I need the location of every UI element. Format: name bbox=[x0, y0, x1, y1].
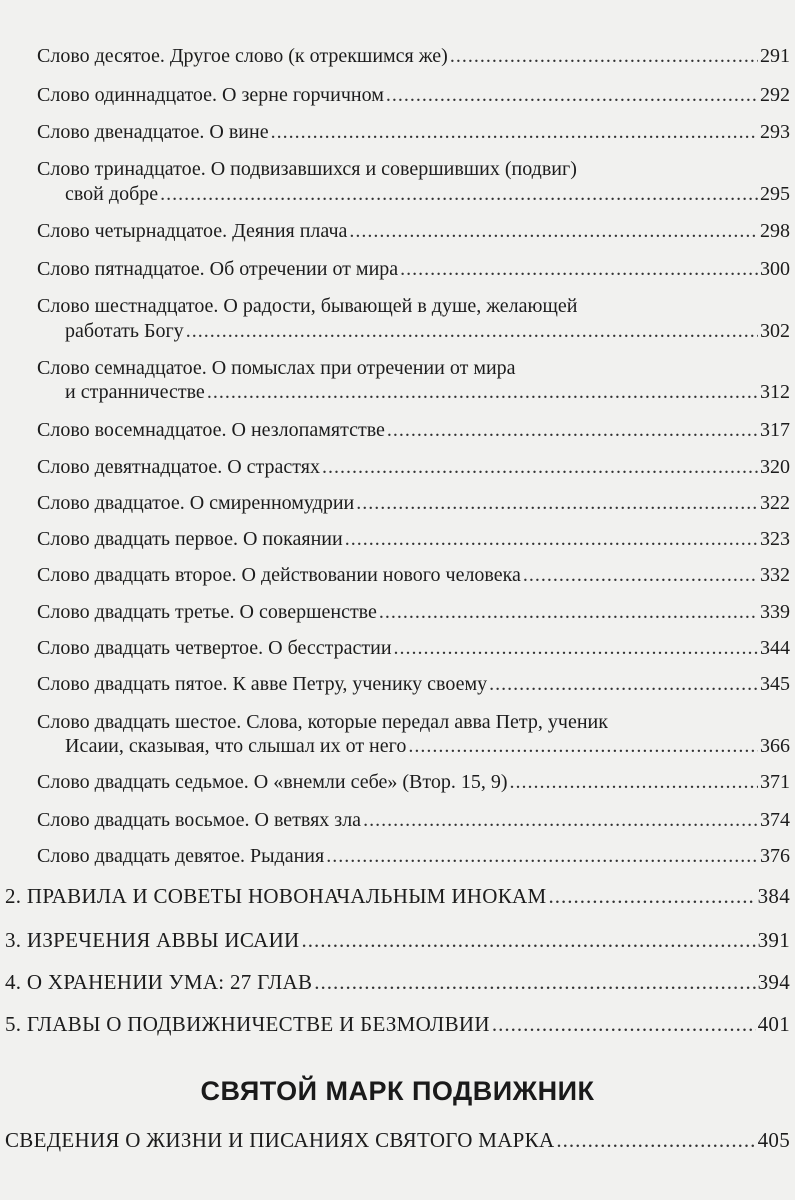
leader-dots bbox=[386, 83, 758, 107]
toc-entry bbox=[37, 257, 790, 281]
leader-dots bbox=[450, 44, 758, 68]
toc-section bbox=[5, 1012, 790, 1036]
leader-dots bbox=[349, 219, 758, 243]
toc-entry-page: 323 bbox=[760, 528, 790, 550]
toc-entry-page: 317 bbox=[760, 419, 790, 441]
toc-entry-title: Слово девятнадцатое. О страстях bbox=[37, 456, 320, 478]
leader-dots bbox=[548, 884, 755, 908]
toc-entry-title: Слово четырнадцатое. Деяния плача bbox=[37, 220, 348, 242]
leader-dots bbox=[408, 734, 758, 758]
toc-entry bbox=[37, 527, 790, 551]
toc-entry bbox=[37, 770, 790, 794]
leader-dots bbox=[379, 600, 758, 624]
toc-entry-title: Слово шестнадцатое. О радости, бывающей в душе, желающей bbox=[37, 295, 578, 317]
leader-dots bbox=[207, 380, 758, 404]
toc-entry-page: 344 bbox=[760, 637, 790, 659]
toc-entry bbox=[37, 120, 790, 144]
toc-entry-title: Слово двадцать восьмое. О ветвях зла bbox=[37, 809, 362, 831]
toc-entry bbox=[37, 672, 790, 696]
toc-entry-title: Слово двадцать седьмое. О «внемли себе» (Втор. 15, 9) bbox=[37, 771, 508, 793]
part-heading: СВЯТОЙ МАРК ПОДВИЖНИК bbox=[200, 1076, 595, 1106]
toc-entry-title: Слово одиннадцатое. О зерне горчичном bbox=[37, 84, 384, 106]
leader-dots bbox=[394, 636, 758, 660]
toc-section-title: СВЕДЕНИЯ О ЖИЗНИ И ПИСАНИЯХ СВЯТОГО МАРКА bbox=[5, 1128, 555, 1152]
toc-entry-page: 300 bbox=[760, 258, 790, 280]
toc-section-page: 405 bbox=[757, 1128, 790, 1152]
toc-entry-title: Слово двадцать первое. О покаянии bbox=[37, 528, 343, 550]
toc-section-title: 2. ПРАВИЛА И СОВЕТЫ НОВОНАЧАЛЬНЫМ ИНОКАМ bbox=[5, 884, 547, 908]
leader-dots bbox=[510, 770, 759, 794]
toc-section-title: 3. ИЗРЕЧЕНИЯ АВВЫ ИСАИИ bbox=[5, 928, 300, 952]
toc-entry-title-continued: работать Богу bbox=[65, 320, 184, 342]
toc-entry bbox=[37, 455, 790, 479]
leader-dots bbox=[271, 120, 758, 144]
toc-entry bbox=[65, 319, 790, 343]
leader-dots bbox=[363, 808, 758, 832]
toc-section bbox=[5, 884, 790, 908]
toc-entry bbox=[37, 219, 790, 243]
leader-dots bbox=[556, 1128, 755, 1152]
toc-section-page: 391 bbox=[757, 928, 790, 952]
toc-entry-page: 366 bbox=[760, 735, 790, 757]
leader-dots bbox=[400, 257, 758, 281]
toc-entry bbox=[37, 83, 790, 107]
toc-entry bbox=[65, 182, 790, 206]
toc-entry-title: Слово тринадцатое. О подвизавшихся и совершивших (подвиг) bbox=[37, 158, 577, 180]
toc-section bbox=[5, 1128, 790, 1152]
toc-entry-page: 292 bbox=[760, 84, 790, 106]
toc-section-title: 4. О ХРАНЕНИИ УМА: 27 ГЛАВ bbox=[5, 970, 313, 994]
toc-section-page: 394 bbox=[757, 970, 790, 994]
toc-entry bbox=[37, 418, 790, 442]
leader-dots bbox=[492, 1012, 756, 1036]
toc-entry bbox=[65, 734, 790, 758]
leader-dots bbox=[345, 527, 758, 551]
toc-entry-page: 376 bbox=[760, 845, 790, 867]
leader-dots bbox=[523, 563, 758, 587]
toc-section-page: 401 bbox=[757, 1012, 790, 1036]
toc-entry-title: Слово двадцать третье. О совершенстве bbox=[37, 601, 377, 623]
toc-entry-page: 339 bbox=[760, 601, 790, 623]
toc-entry bbox=[37, 491, 790, 515]
toc-entry-title: Слово двадцать девятое. Рыдания bbox=[37, 845, 325, 867]
leader-dots bbox=[314, 970, 755, 994]
toc-entry-title: Слово двадцатое. О смиренномудрии bbox=[37, 492, 355, 514]
toc-entry-title: Слово двадцать четвертое. О бесстрастии bbox=[37, 637, 392, 659]
toc-entry-title-continued: и странничестве bbox=[65, 381, 205, 403]
leader-dots bbox=[489, 672, 758, 696]
toc-section bbox=[5, 928, 790, 952]
toc-entry-title-continued: свой добре bbox=[65, 183, 159, 205]
toc-entry-page: 371 bbox=[760, 771, 790, 793]
toc-entry-title: Слово двадцать второе. О действовании нового человека bbox=[37, 564, 521, 586]
toc-entry-title-continued: Исаии, сказывая, что слышал их от него bbox=[65, 735, 407, 757]
toc-entry-page: 374 bbox=[760, 809, 790, 831]
toc-entry-title: Слово двадцать пятое. К авве Петру, ученику своему bbox=[37, 673, 488, 695]
toc-entry bbox=[37, 808, 790, 832]
leader-dots bbox=[322, 455, 758, 479]
toc-entry-page: 332 bbox=[760, 564, 790, 586]
toc-section-title: 5. ГЛАВЫ О ПОДВИЖНИЧЕСТВЕ И БЕЗМОЛВИИ bbox=[5, 1012, 490, 1036]
toc-entry-title: Слово десятое. Другое слово (к отрекшимся же) bbox=[37, 45, 448, 67]
toc-entry-page: 302 bbox=[760, 320, 790, 342]
toc-section bbox=[5, 970, 790, 994]
toc-entry-page: 345 bbox=[760, 673, 790, 695]
toc-entry-title: Слово двенадцатое. О вине bbox=[37, 121, 269, 143]
toc-entry-page: 291 bbox=[760, 45, 790, 67]
toc-entry-title: Слово пятнадцатое. Об отречении от мира bbox=[37, 258, 399, 280]
leader-dots bbox=[326, 844, 758, 868]
leader-dots bbox=[356, 491, 758, 515]
toc-entry bbox=[37, 636, 790, 660]
toc-entry-page: 298 bbox=[760, 220, 790, 242]
toc-entry bbox=[37, 844, 790, 868]
toc-entry-page: 322 bbox=[760, 492, 790, 514]
toc-entry bbox=[37, 563, 790, 587]
leader-dots bbox=[186, 319, 758, 343]
toc-entry-title: Слово семнадцатое. О помыслах при отречении от мира bbox=[37, 357, 516, 379]
leader-dots bbox=[387, 418, 758, 442]
toc-entry-page: 293 bbox=[760, 121, 790, 143]
toc-entry-page: 320 bbox=[760, 456, 790, 478]
toc-entry-page: 312 bbox=[760, 381, 790, 403]
toc-entry bbox=[65, 380, 790, 404]
toc-entry-page: 295 bbox=[760, 183, 790, 205]
leader-dots bbox=[302, 928, 756, 952]
toc-entry-title: Слово восемнадцатое. О незлопамятстве bbox=[37, 419, 385, 441]
toc-entry bbox=[37, 600, 790, 624]
toc-entry bbox=[37, 44, 790, 68]
toc-section-page: 384 bbox=[757, 884, 790, 908]
toc-entry-title: Слово двадцать шестое. Слова, которые передал авва Петр, ученик bbox=[37, 711, 608, 733]
leader-dots bbox=[160, 182, 758, 206]
